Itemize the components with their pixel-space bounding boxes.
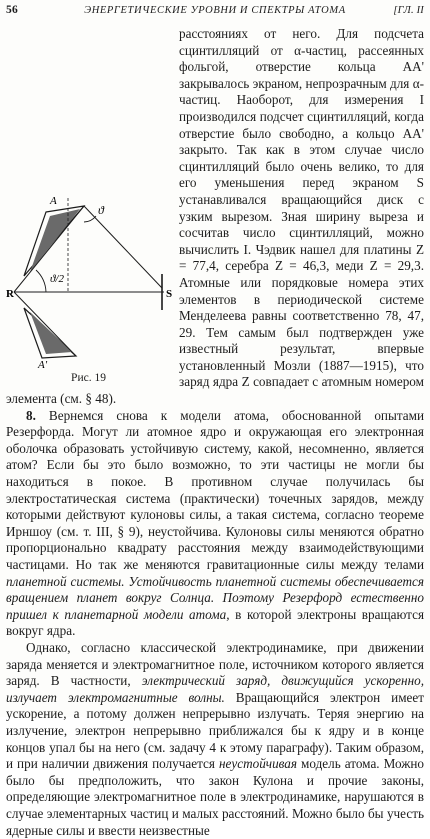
- running-title: ЭНЕРГЕТИЧЕСКИЕ УРОВНИ И СПЕКТРЫ АТОМА: [84, 5, 346, 16]
- ring-hatch-lower: [30, 312, 72, 354]
- label-theta: ϑ: [98, 203, 104, 217]
- half-angle-arc: [36, 270, 46, 292]
- section-number: 8.: [26, 407, 36, 423]
- label-half-theta: ϑ/2: [50, 273, 64, 285]
- label-r: R: [6, 288, 14, 300]
- running-header: [6, 4, 424, 20]
- page-number: 56: [6, 4, 18, 16]
- paragraph-2: 8. Вернемся снова к модели атома, обоснованной опытами Резерфорда. Могут ли атомное ядро и окружающая его электронная оболочка образовать устойчивую систему, какой, несомненно, является атом? Если бы это было возможно, то эти частицы не могли бы находиться в покое. В противном случае получилась бы электростатическая система (практически) точечных зарядов, между которыми действуют кулоновы силы, а такая система, согласно теореме Ирншоу (см. т. III, § 9), неустойчива. Кулоновы силы меняются обратно пропорционально квадрату расстояния между взаимодействующими частицами. Но так же меняются гравитационные силы между телами планетной системы. Устойчивость планетной системы обеспечивается вращением планет вокруг Солнца. Поэтому Резерфорд естественно пришел к планетарной модели атома, в которой электроны вращаются вокруг ядра.: [6, 407, 425, 639]
- page-body: [6, 26, 424, 839]
- label-s: S: [166, 288, 173, 300]
- paragraph-3: Однако, согласно классической электродинамике, при движении заряда меняется и электромагнитное поле, источником которого является заряд. В частности, электрический заряд, движущийся ускоренно, излучает электромагнитные волны. Вращающийся электрон имеет ускорение, а потому должен непрерывно излучать. Теряя энергию на излучение, электрон непрерывно приближался бы к ядру и в конце концов упал бы на него (см. задачу 4 к этому параграфу). Таким образом, и при наличии движения получается неустойчивая модель атома. Можно было бы предположить, что закон Кулона и прочие законы, определяющие электромагнитное поле в электродинамике, нарушаются в случае элементарных частиц и малых расстояний. Можно было бы учесть ядерные силы и ввести неизвестные: [6, 639, 425, 838]
- paragraph-1: расстояниях от него. Для подсчета сцинтилляций от α-частиц, рассеянных фольгой, отверстие кольца AA' закрывалось экраном, непрозрачным для α-частиц. Наоборот, для измерения I производился подсчет сцинтилляций, когда отверстие было свободно, а кольцо AA' закрыто. Так как в этом случае число сцинтилляций было очень велико, то для его уменьшения перед экраном S устанавливался вращающийся диск с узким вырезом. Зная ширину выреза и сосчитав число сцинтилляций, можно вычислить I. Чэдвик нашел для платины Z = 77,4, серебра Z = 46,3, меди Z = 29,3. Атомные или порядковые номера этих элементов в периодической системе Менделеева равны соответственно 78, 47, 29. Тем самым был подтвержден уже известный результат, впервые установленный Мозли (1887—1915), что заряд ядра Z совпадает с атомным номером элемента (см. § 48).: [6, 26, 424, 407]
- scattering-diagram: [6, 176, 171, 371]
- figure-19: [6, 176, 171, 386]
- ray-to-screen: [84, 206, 162, 288]
- figure-caption: Рис. 19: [71, 372, 106, 384]
- label-a-prime: A': [38, 359, 48, 371]
- chapter-label: [ГЛ. II: [393, 5, 424, 16]
- label-a: A: [50, 195, 57, 207]
